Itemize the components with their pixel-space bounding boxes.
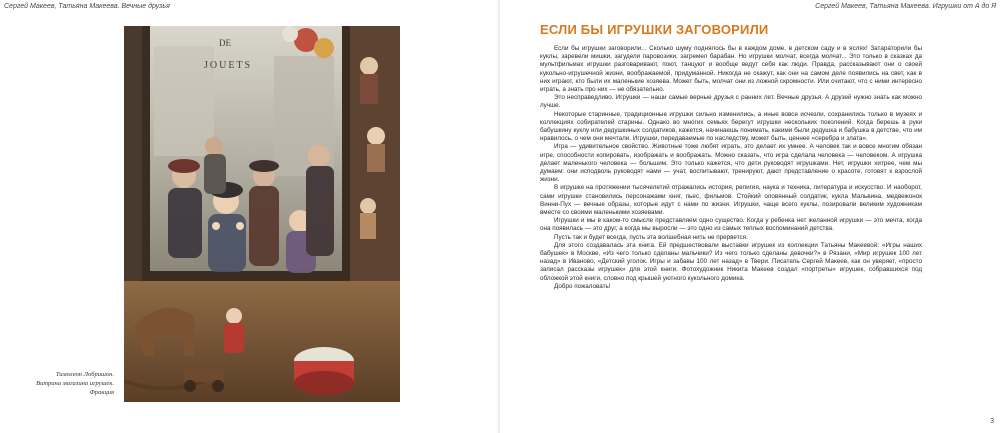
paragraph: Добро пожаловать! <box>554 282 611 290</box>
paragraph: Игрушки и мы в каком-то смысле представляем одно существо. Когда у ребенка нет желанной игрушки — это мечта, когда она появилась — это друг, а когда мы выросли — это одно из самых теплых воспоминаний детства. <box>540 217 922 233</box>
caption-line: Тимолеон Лобришон. <box>55 371 114 378</box>
paragraph: Это несправедливо. Игрушки — наши самые верные друзья с ранних лет. Вечные друзья. А друзей нужно знать как можно лучше. <box>540 94 922 110</box>
paragraph: Пусть так и будет всегда, пусть эта волшебная нить не прервется. <box>554 233 748 241</box>
paragraph: В игрушке на протяжении тысячелетий отражались история, религия, наука и техника, литература и искусство. И наоборот, сами игрушки становились персонажами книг, пьес, фильмов. Стойкий оловянный солдатик, кукла Мальвина, медвежонок Винни-Пух — вечные образы, которые идут с нами по жизни. Игрушки, чаще всего куклы, позировали великим художникам вместе со своими маленькими хозяевами. <box>540 184 922 217</box>
caption-line: Витрина магазина игрушек. <box>36 380 114 387</box>
caption-line: Франция <box>89 389 114 396</box>
painting-caption <box>2 370 114 397</box>
running-head-right: Сергей Макеев, Татьяна Макеева. Игрушки от А до Я <box>815 3 996 10</box>
shop-window-painting <box>124 26 400 402</box>
paragraph: Некоторые старинные, традиционные игрушки сильно изменились, а иные вовсе исчезли, сохранились только в музеях и коллекциях собирателей старины. Однако во многих семьях берегут игрушки нескольких поколений. Когда берешь в руки бабушкину куклу или дедушкиных солдатиков, кажется, начинаешь понимать, какими были дедушка и бабушка в детстве, что им нравилось, о чем они мечтали. Игрушки, передаваемые по наследству, может быть, ценнее «серебра и злата». <box>540 110 922 143</box>
chapter-body <box>540 45 922 291</box>
paragraph: Если бы игрушки заговорили... Сколько шуму поднялось бы в каждом доме, в детском саду и в яслях! Затараторили бы куклы, заревели мишки, загудели паровозики, загремел барабан. Но игрушки молчат, всегда молчат... Это только в сказках да мультфильмах игрушки разговаривают, поют, танцуют и вообще ведут себя как люди. Правда, рассказывают они о своей кукольно-игрушечной жизни, воображаемой, придуманной. Никогда не скажут, как они на самом деле появились на свет, как в них играют, кто были их маленькие хозяева. Может быть, молчат они из ложной скромности. Или считают, что с ними интересно играть, а знать про них — не обязательно. <box>540 45 922 94</box>
svg-text:JOUETS: JOUETS <box>204 60 253 71</box>
paragraph: Игра — удивительное свойство. Животные тоже любят играть, это делает их умнее. А человек так и вовсе многим обязан игре, способности копировать, изображать и воображать. Можно сказать, что игра сделала человека — человеком. А игрушка делает маленького человека — большим. Это только кажется, что дети руководят игрушками. Нет, игрушки хитрее, чем мы думаем: они исподволь руководят нами — учат, воспитывают, тренируют, дают представление о красоте, готовят к взрослой жизни. <box>540 143 922 184</box>
painting-illustration <box>124 26 400 402</box>
paragraph: Для этого создавалась эта книга. Ей предшествовали выставки игрушек из коллекции Татьяны Макеевой: «Игры наших бабушек» в Москве, «Из чего только сделаны мальчики? Из чего только сделаны девочки?» в Рязани, «Мир игрушек 100 лет назад» в Иваново, «Детский уголок. Игры и забавы 100 лет назад» в Твери. Писатель Сергей Макеев, как он уверяет, «просто записал рассказы игрушек» для этой книги. Фотохудожник Никита Макеев создал «портреты» игрушек, собравшихся под обложкой этой книги, словно под крышей уютного кукольного домика. <box>540 241 922 282</box>
page-number: 3 <box>990 418 994 425</box>
chapter-title: ЕСЛИ БЫ ИГРУШКИ ЗАГОВОРИЛИ <box>540 22 769 37</box>
shop-sign-text: DE <box>219 38 231 48</box>
running-head-left: Сергей Макеев, Татьяна Макеева. Вечные друзья <box>4 3 170 10</box>
